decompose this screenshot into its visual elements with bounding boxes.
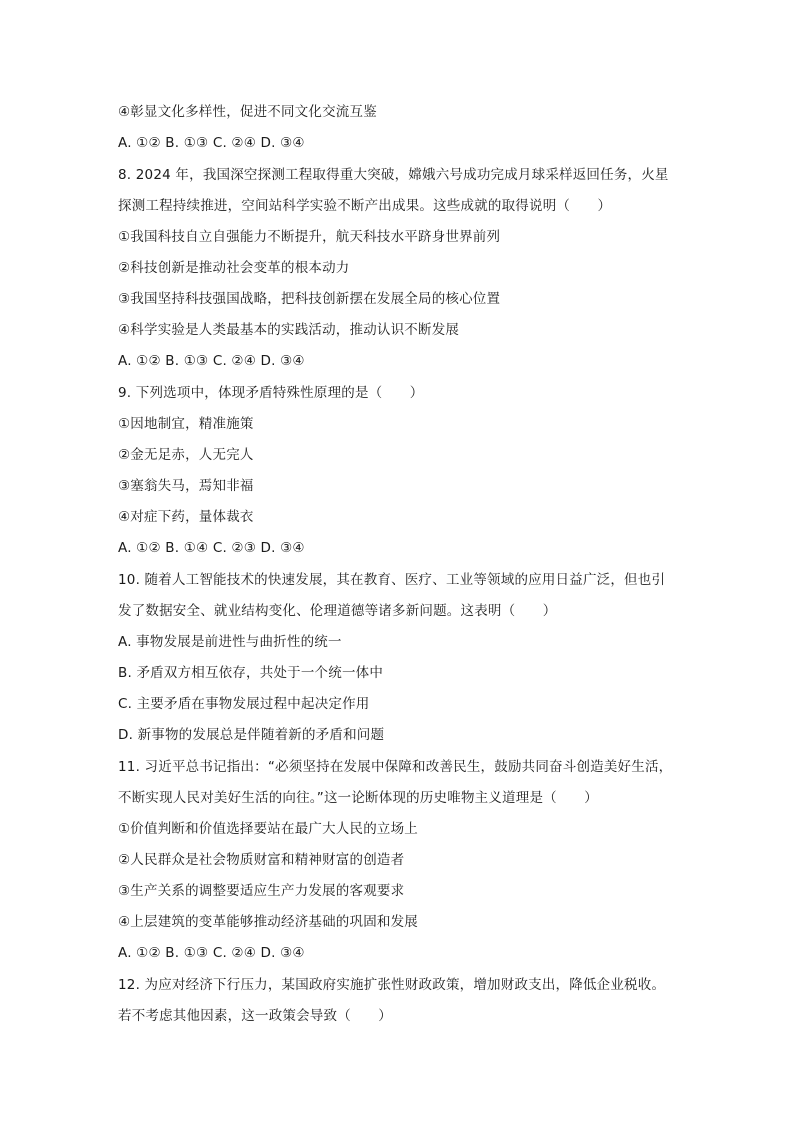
question-9-answer-choices: A. ①② B. ①④ C. ②③ D. ③④ <box>118 540 305 556</box>
question-8-item-2: ②科技创新是推动社会变革的根本动力 <box>118 260 350 276</box>
question-9-item-2: ②金无足赤，人无完人 <box>118 447 254 463</box>
question-10-option-d: D. 新事物的发展总是伴随着新的矛盾和问题 <box>118 727 385 743</box>
question-8-stem-line-1: 8. 2024 年，我国深空探测工程取得重大突破，嫦娥六号成功完成月球采样返回任务，火星 <box>118 167 669 183</box>
question-11-stem-line-2: 不断实现人民对美好生活的向往。”这一论断体现的历史唯物主义道理是（ ） <box>118 790 598 806</box>
question-8-answer-choices: A. ①② B. ①③ C. ②④ D. ③④ <box>118 353 305 369</box>
question-11-stem-line-1: 11. 习近平总书记指出：“必须坚持在发展中保障和改善民生，鼓励共同奋斗创造美好生活， <box>118 759 673 775</box>
question-12-stem-line-1: 12. 为应对经济下行压力，某国政府实施扩张性财政政策，增加财政支出，降低企业税收。 <box>118 977 666 993</box>
question-11-item-3: ③生产关系的调整要适应生产力发展的客观要求 <box>118 883 405 899</box>
question-10-stem-line-2: 发了数据安全、就业结构变化、伦理道德等诸多新问题。这表明（ ） <box>118 603 557 619</box>
question-11-item-2: ②人民群众是社会物质财富和精神财富的创造者 <box>118 852 405 868</box>
question-9-item-1: ①因地制宜，精准施策 <box>118 416 254 432</box>
question-10-option-b: B. 矛盾双方相互依存，共处于一个统一体中 <box>118 665 384 681</box>
prev-question-answer-choices: A. ①② B. ①③ C. ②④ D. ③④ <box>118 135 305 151</box>
question-8-stem-line-2: 探测工程持续推进，空间站科学实验不断产出成果。这些成就的取得说明（ ） <box>118 198 612 214</box>
question-8-item-3: ③我国坚持科技强国战略，把科技创新摆在发展全局的核心位置 <box>118 291 501 307</box>
question-11-item-4: ④上层建筑的变革能够推动经济基础的巩固和发展 <box>118 914 419 930</box>
question-8-item-1: ①我国科技自立自强能力不断提升，航天科技水平跻身世界前列 <box>118 229 501 245</box>
question-11-item-1: ①价值判断和价值选择要站在最广大人民的立场上 <box>118 821 419 837</box>
question-10-option-c: C. 主要矛盾在事物发展过程中起决定作用 <box>118 696 370 712</box>
question-12-stem-line-2: 若不考虑其他因素，这一政策会导致（ ） <box>118 1008 392 1024</box>
prev-question-option-4: ④彰显文化多样性，促进不同文化交流互鉴 <box>118 104 377 120</box>
question-10-stem-line-1: 10. 随着人工智能技术的快速发展，其在教育、医疗、工业等领域的应用日益广泛，但也引 <box>118 572 666 588</box>
question-8-item-4: ④科学实验是人类最基本的实践活动，推动认识不断发展 <box>118 322 460 338</box>
question-11-answer-choices: A. ①② B. ①③ C. ②④ D. ③④ <box>118 945 305 961</box>
question-10-option-a: A. 事物发展是前进性与曲折性的统一 <box>118 634 342 650</box>
question-9-item-3: ③塞翁失马，焉知非福 <box>118 478 254 494</box>
question-9-item-4: ④对症下药，量体裁衣 <box>118 509 254 525</box>
question-9-stem: 9. 下列选项中，体现矛盾特殊性原理的是（ ） <box>118 385 424 401</box>
